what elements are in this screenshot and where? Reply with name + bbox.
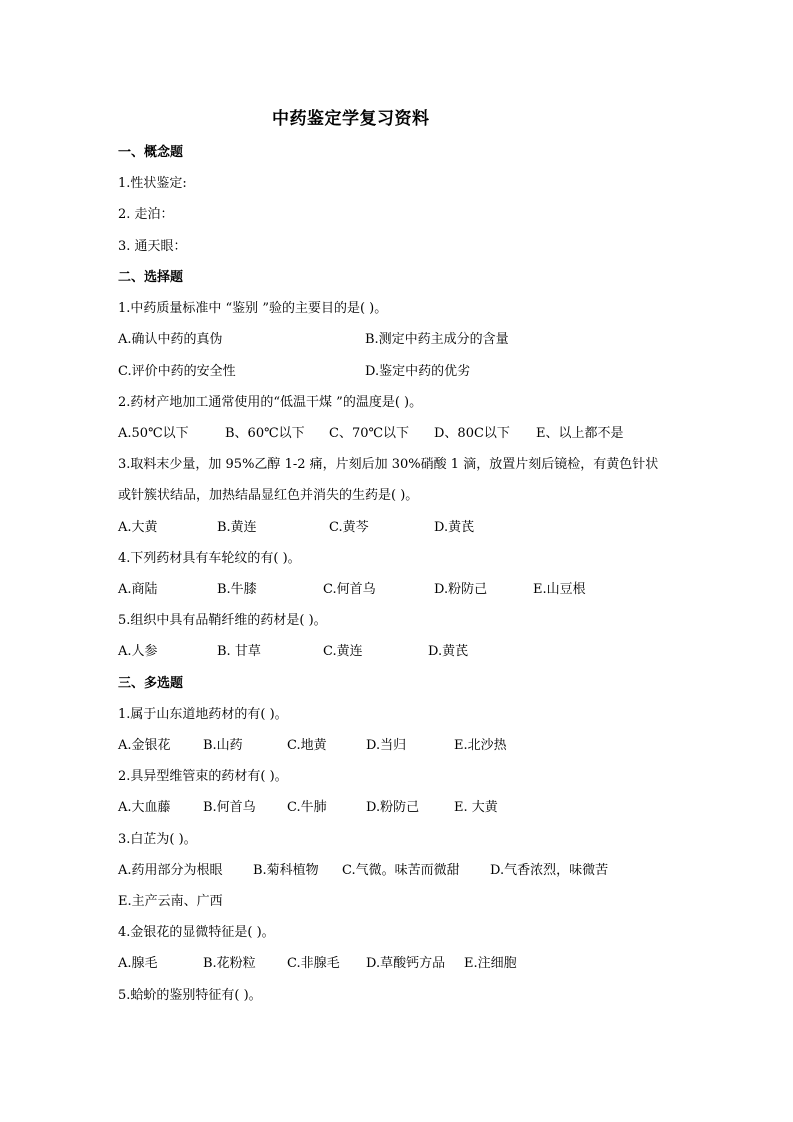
question-stem: 5.组织中具有品鞘纤维的药材是( )。 xyxy=(118,613,327,628)
option-b: B.山药 xyxy=(203,738,243,753)
option-a: A.大血藤 xyxy=(118,800,171,815)
option-row xyxy=(118,518,678,538)
option-c: C.黄连 xyxy=(323,644,363,659)
option-row xyxy=(118,642,678,662)
option-c: C.非腺毛 xyxy=(287,956,340,971)
option-row xyxy=(118,798,678,818)
option-b: B.测定中药主成分的含量 xyxy=(365,332,509,347)
option-c: C.何首乌 xyxy=(323,582,376,597)
option-c: C.地黄 xyxy=(287,738,327,753)
question-stem: 5.蛤蚧的鉴别特征有( )。 xyxy=(118,988,262,1003)
option-b: B. 甘草 xyxy=(217,644,261,659)
option-d: D.黄芪 xyxy=(428,644,469,659)
option-b: B、60℃以下 xyxy=(225,426,305,441)
question-stem: 2.药材产地加工通常使用的“低温干煤 ”的温度是( )。 xyxy=(118,395,423,410)
option-e: E. 大黄 xyxy=(454,800,498,815)
question-stem: 3.取料末少量，加 95%乙醇 1-2 痛，片刻后加 30%硝酸 1 滴，放置片刻后镜检，有黄色针状 xyxy=(118,457,659,472)
section-heading-multiple-choice: 三、多选题 xyxy=(118,676,184,691)
option-e: E.北沙热 xyxy=(454,738,507,753)
option-d: D.气香浓烈，味微苦 xyxy=(490,863,609,878)
option-d: D.黄芪 xyxy=(434,520,475,535)
concept-item-3: 3. 通天眼： xyxy=(118,239,187,254)
option-e: E.注细胞 xyxy=(464,956,517,971)
option-d: D.草酸钙方品 xyxy=(366,956,446,971)
option-b: B.花粉粒 xyxy=(203,956,256,971)
option-a: A.人参 xyxy=(118,644,158,659)
question-stem: 3.白芷为( )。 xyxy=(118,832,197,847)
option-a: A.药用部分为根眼 xyxy=(118,863,223,878)
option-c: C.气微。味苦而微甜 xyxy=(342,863,460,878)
option-e: E.山豆根 xyxy=(533,582,586,597)
option-row xyxy=(118,330,678,350)
option-row xyxy=(118,580,678,600)
concept-item-2: 2. 走泊： xyxy=(118,207,174,222)
option-b: B.何首乌 xyxy=(203,800,256,815)
option-row xyxy=(118,736,678,756)
question-stem: 1.中药质量标准中 “鉴别 ”验的主要目的是( )。 xyxy=(118,301,388,316)
option-d: D.粉防己 xyxy=(434,582,488,597)
option-row xyxy=(118,362,678,382)
option-a: A.腺毛 xyxy=(118,956,158,971)
option-a: A.50℃以下 xyxy=(118,426,189,441)
section-heading-single-choice: 二、选择题 xyxy=(118,270,184,285)
option-c: C.评价中药的安全性 xyxy=(118,364,236,379)
concept-item-1: 1.性状鉴定: xyxy=(118,176,187,191)
question-stem: 2.具异型维管束的药材有( )。 xyxy=(118,769,288,784)
option-d: D.粉防己 xyxy=(366,800,420,815)
option-c: C.牛肺 xyxy=(287,800,327,815)
option-d: D.当归 xyxy=(366,738,407,753)
page-title: 中药鉴定学复习资料 xyxy=(272,109,430,129)
option-a: A.大黄 xyxy=(118,520,158,535)
option-d: D、80C以下 xyxy=(434,426,510,441)
option-c: C.黄芩 xyxy=(329,520,369,535)
question-stem: 1.属于山东道地药材的有( )。 xyxy=(118,707,288,722)
option-e: E.主产云南、广西 xyxy=(118,894,223,909)
option-a: A.确认中药的真伪 xyxy=(118,332,223,347)
option-row xyxy=(118,861,678,881)
option-b: B.菊科植物 xyxy=(253,863,319,878)
question-stem: 4.金银花的显微特征是( )。 xyxy=(118,925,275,940)
option-a: A.商陆 xyxy=(118,582,158,597)
question-stem-continued: 或针簇状结品，加热结晶显红色并消失的生药是( )。 xyxy=(118,488,419,503)
option-e: E、以上都不是 xyxy=(536,426,624,441)
option-b: B.牛膝 xyxy=(217,582,257,597)
option-c: C、70℃以下 xyxy=(329,426,410,441)
option-d: D.鉴定中药的优劣 xyxy=(365,364,471,379)
section-heading-concept: 一、概念题 xyxy=(118,145,184,160)
option-a: A.金银花 xyxy=(118,738,171,753)
question-stem: 4.下列药材具有车轮纹的有( )。 xyxy=(118,551,301,566)
option-row xyxy=(118,954,678,974)
option-row xyxy=(118,424,678,444)
option-b: B.黄连 xyxy=(217,520,257,535)
